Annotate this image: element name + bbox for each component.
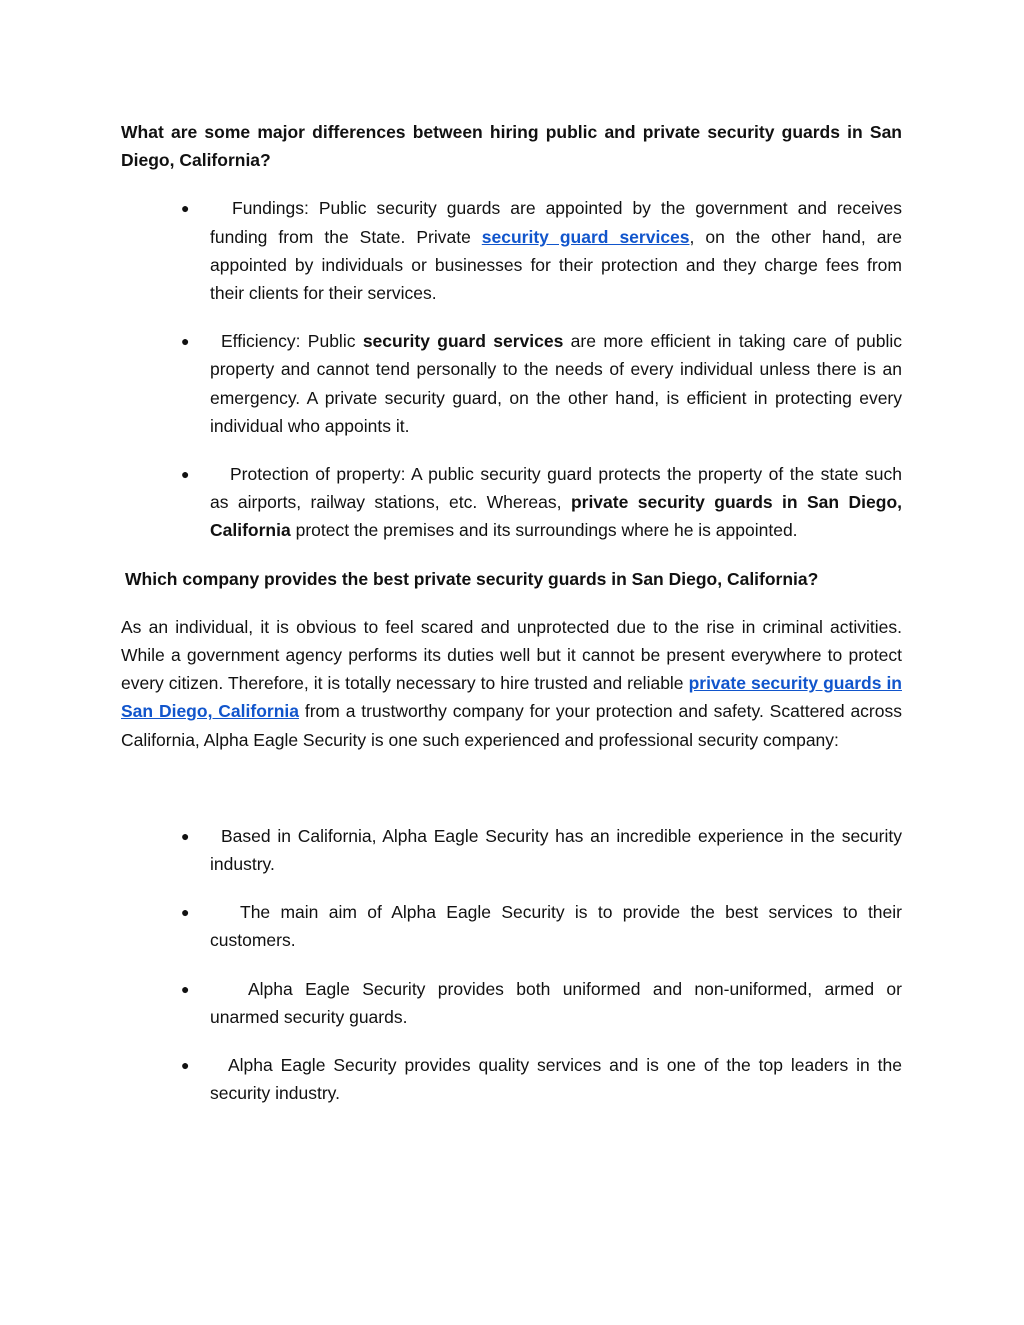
list-item-efficiency bbox=[121, 327, 902, 440]
bullet-icon: ● bbox=[181, 200, 190, 217]
differences-list bbox=[121, 194, 902, 544]
paragraph-text: from a trustworthy company for your protection and safety. Scattered across California, Alpha Eagle Security is one such experienced and professional security company: bbox=[121, 701, 902, 750]
section-heading-differences: What are some major differences between hiring public and private security guards in San Diego, California? bbox=[121, 122, 902, 171]
bullet-icon: ● bbox=[181, 827, 190, 844]
list-item-feature bbox=[121, 1051, 902, 1107]
list-item-text: Alpha Eagle Security provides quality services and is one of the top leaders in the security industry. bbox=[210, 1055, 902, 1104]
bullet-icon: ● bbox=[181, 904, 190, 921]
list-item-text: protect the premises and its surroundings where he is appointed. bbox=[290, 520, 798, 541]
document-page bbox=[121, 118, 902, 1107]
list-item-text: Protection of property: A public security guard protects the property of the state such as airports, railway stations, etc. Whereas, bbox=[210, 464, 902, 513]
bold-phrase: private security guards in San Diego, California bbox=[210, 492, 902, 541]
body-paragraph bbox=[121, 613, 902, 754]
list-item-feature bbox=[121, 822, 902, 878]
section-heading-best-company: Which company provides the best private security guards in San Diego, California? bbox=[125, 568, 819, 589]
paragraph-text: As an individual, it is obvious to feel scared and unprotected due to the rise in criminal activities. While a government agency performs its duties well but it cannot be present everywhere to protect every citizen. Therefore, it is totally necessary to hire trusted and reliable bbox=[121, 616, 902, 694]
bullet-icon: ● bbox=[181, 1057, 190, 1074]
private-security-guards-link[interactable]: private security guards in San Diego, California bbox=[121, 673, 902, 722]
bullet-icon: ● bbox=[181, 980, 190, 997]
list-item-text: Fundings: Public security guards are appointed by the government and receives funding from the State. Private bbox=[210, 198, 902, 247]
bullet-icon: ● bbox=[181, 466, 190, 483]
list-item-text: are more efficient in taking care of public property and cannot tend personally to the needs of every individual unless there is an emergency. A private security guard, on the other hand, is efficient in protecting every individual who appoints it. bbox=[210, 331, 902, 436]
list-item-text: Efficiency: Public bbox=[221, 331, 363, 352]
list-item-text: Based in California, Alpha Eagle Security has an incredible experience in the security industry. bbox=[210, 825, 902, 875]
list-item-fundings bbox=[121, 194, 902, 307]
list-item-protection bbox=[121, 460, 902, 545]
blank-spacer bbox=[121, 754, 902, 822]
list-item-text: Alpha Eagle Security provides both uniformed and non-uniformed, armed or unarmed security guards. bbox=[210, 978, 902, 1027]
bold-phrase: security guard services bbox=[362, 331, 564, 352]
list-item-feature bbox=[121, 898, 902, 954]
list-item-text: The main aim of Alpha Eagle Security is to provide the best services to their customers. bbox=[210, 902, 902, 951]
list-item-feature bbox=[121, 975, 902, 1031]
company-features-list bbox=[121, 822, 902, 1108]
security-guard-services-link[interactable]: security guard services bbox=[481, 226, 690, 247]
bullet-icon: ● bbox=[181, 333, 190, 350]
list-item-text: , on the other hand, are appointed by individuals or businesses for their protection and they charge fees from their clients for their services. bbox=[210, 226, 902, 304]
